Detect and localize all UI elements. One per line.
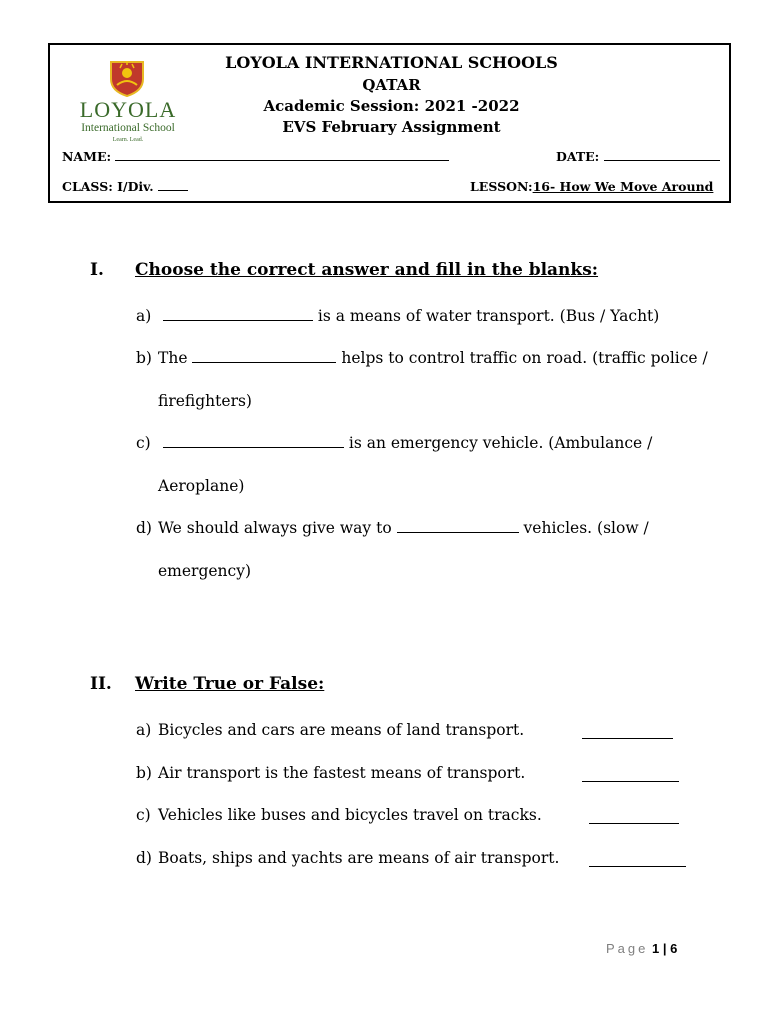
page-total: 6 (670, 941, 678, 956)
tf-answer-blank[interactable] (582, 737, 673, 739)
tf-answer-blank[interactable] (582, 780, 679, 782)
date-blank[interactable] (604, 150, 720, 161)
tf-answer-blank[interactable] (589, 822, 679, 824)
logo-tagline: Learn. Lead. (112, 137, 144, 143)
class-field (62, 179, 188, 194)
section1-title: Choose the correct answer and fill in the blanks: (135, 260, 599, 280)
date-field (556, 149, 720, 164)
date-label: DATE: (556, 149, 600, 164)
answer-blank[interactable] (163, 435, 344, 448)
page-footer (606, 941, 677, 956)
fill-question-b-cont: firefighters) (158, 392, 252, 410)
assignment-title: EVS February Assignment (282, 118, 501, 136)
tf-question-d: d) Boats, ships and yachts are means of air transport. (136, 849, 560, 867)
section2-heading (90, 674, 324, 694)
section2-number: II. (90, 674, 112, 694)
tf-question-a: a) Bicycles and cars are means of land transport. (136, 721, 525, 739)
section1-heading (90, 260, 598, 280)
tf-question-b: b) Air transport is the fastest means of transport. (136, 764, 526, 782)
header-box (48, 43, 731, 203)
name-blank[interactable] (115, 150, 449, 161)
logo-subtitle: International School (81, 122, 175, 134)
answer-blank[interactable] (192, 350, 336, 363)
page-separator: | (662, 941, 667, 956)
fill-question-b: b) The helps to control traffic on road. (traffic police / (136, 349, 708, 367)
lesson-field (470, 179, 713, 194)
school-name: LOYOLA INTERNATIONAL SCHOOLS (225, 53, 558, 72)
name-label: NAME: (62, 149, 112, 164)
fill-question-c-cont: Aeroplane) (158, 477, 245, 495)
fill-question-d: d) We should always give way to vehicles. (slow / (136, 519, 649, 537)
fill-question-d-cont: emergency) (158, 562, 252, 580)
section2-title: Write True or False: (135, 674, 325, 694)
logo-name: LOYOLA (79, 97, 177, 122)
academic-session: Academic Session: 2021 -2022 (263, 97, 520, 115)
country: QATAR (362, 76, 421, 94)
lesson-value: 16- How We Move Around (532, 179, 714, 194)
name-field (62, 149, 449, 164)
fill-question-c: c) is an emergency vehicle. (Ambulance / (136, 434, 653, 452)
section1-number: I. (90, 260, 104, 280)
page-word: Page (606, 941, 649, 956)
lesson-label: LESSON: (470, 179, 533, 194)
class-blank[interactable] (158, 180, 188, 191)
page-current: 1 (652, 941, 660, 956)
answer-blank[interactable] (397, 520, 519, 533)
tf-answer-blank[interactable] (589, 865, 686, 867)
class-label: CLASS: I/Div. (62, 179, 154, 194)
answer-blank[interactable] (163, 308, 313, 321)
fill-question-a: a) is a means of water transport. (Bus / Yacht) (136, 307, 660, 325)
tf-question-c: c) Vehicles like buses and bicycles travel on tracks. (136, 806, 542, 824)
